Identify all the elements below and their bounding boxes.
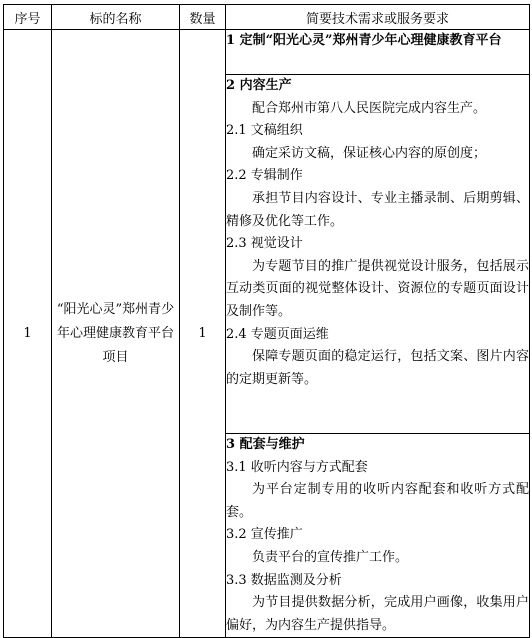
- section-2-intro: 配合郑州市第八人民医院完成内容生产。: [252, 100, 487, 116]
- item-2-3-heading: 2.3 视觉设计: [226, 236, 303, 252]
- item-2-4-body: 保障专题页面的稳定运行，包括文案、图片内容的定期更新等。: [226, 349, 529, 387]
- section-2: [226, 75, 530, 434]
- item-2-3-body: 为专题节目的推广提供视觉设计服务，包括展示互动类页面的视觉整体设计、资源位的专题页面设计及制作等。: [226, 258, 529, 319]
- item-3-3-body: 为节目提供数据分析，完成用户画像，收集用户偏好，为内容生产提供指导。: [226, 595, 529, 633]
- header-requirements: 简要技术需求或服务要求: [226, 5, 530, 30]
- header-qty: 数量: [180, 5, 226, 30]
- requirements-table: [3, 4, 530, 638]
- header-name: 标的名称: [52, 5, 180, 30]
- item-3-1-heading: 3.1 收听内容与方式配套: [226, 459, 368, 475]
- table-row: [4, 30, 530, 75]
- item-2-4-heading: 2.4 专题页面运维: [226, 326, 329, 342]
- item-2-2-heading: 2.2 专辑制作: [226, 168, 303, 184]
- row-no: 1: [4, 30, 52, 638]
- item-3-1-body: 为平台定制专用的收听内容配套和收听方式配套。: [226, 482, 529, 520]
- section-1-title: 1 定制“阳光心灵”郑州青少年心理健康教育平台: [226, 33, 502, 48]
- item-3-3-heading: 3.3 数据监测及分析: [226, 572, 342, 588]
- row-qty: 1: [180, 30, 226, 638]
- item-3-2-heading: 3.2 宣传推广: [226, 527, 303, 543]
- header-row: [4, 5, 530, 30]
- item-3-2-body: 负责平台的宣传推广工作。: [252, 549, 409, 565]
- item-2-2-body: 承担节目内容设计、专业主播录制、后期剪辑、精修及优化等工作。: [226, 190, 529, 229]
- row-name: “阳光心灵”郑州青少年心理健康教育平台项目: [52, 30, 180, 638]
- section-3: [226, 434, 530, 638]
- section-2-title: 2 内容生产: [226, 78, 292, 93]
- header-no: 序号: [4, 5, 52, 30]
- item-2-1-heading: 2.1 文稿组织: [226, 123, 303, 139]
- section-3-title: 3 配套与维护: [226, 437, 305, 452]
- section-1: [226, 30, 530, 75]
- item-2-1-body: 确定采访文稿，保证核心内容的原创度；: [252, 145, 487, 161]
